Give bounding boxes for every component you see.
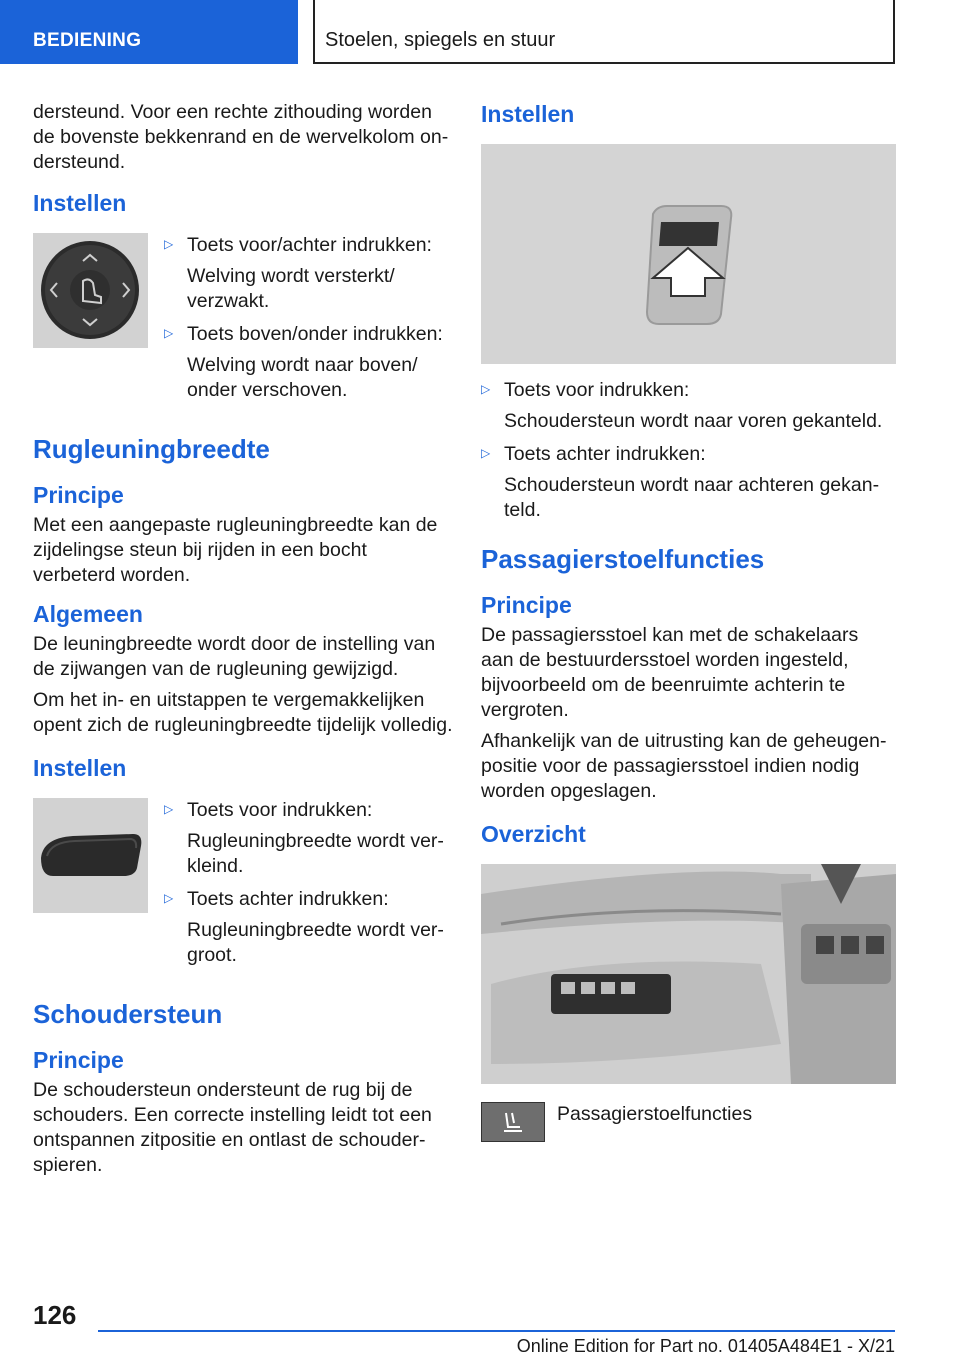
section-passagierstoelfuncties-title: Passagierstoelfuncties [481,544,765,574]
header-section-tab [0,0,298,64]
shoulder-switch-illustration [481,144,896,364]
footer-edition: Online Edition for Part no. 01405A484E1 - X/21 [516,1336,895,1356]
bullet-triangle-icon: ▷ [164,237,174,251]
header-chapter-box [313,0,895,64]
section-rugleuningbreedte-title: Rugleuningbreedte [33,434,270,464]
intro-paragraph: dersteund. Voor een rechte zithouding worden de bovenste bekkenrand en de wervelkolom ondersteund. [33,101,449,173]
rugleuning-algemeen-text-2: Om het in- en uitstappen te vergemakkelijken opent zich de rugleuningbreedte tijdelijk volledig. [33,689,453,736]
bullet-triangle-icon: ▷ [481,382,491,396]
right-column [481,100,896,1142]
passagier-overzicht-title: Overzicht [481,821,586,847]
rugleuning-algemeen-title: Algemeen [33,601,143,627]
page-number: 126 [33,1300,77,1330]
legend-row [481,1102,896,1142]
schoudersteun-instellen-list [481,378,896,523]
width-switch-illustration [33,798,148,913]
rugleuning-principe-title: Principe [33,482,124,508]
list-item: ▷ Toets voor indrukken: Rugleuningbreedte wordt verkleind. [164,799,444,877]
list-item: ▷ Toets boven/onder indrukken: Welving wordt naar boven/ onder verschoven. [164,323,443,401]
passagier-principe-text-2: Afhankelijk van de uitrusting kan de geheugenpositie voor de passagiersstoel indien nodig worden opgeslagen. [481,730,887,802]
schoudersteun-instellen-title: Instellen [481,101,575,127]
header-chapter-label: Stoelen, spiegels en stuur [325,29,556,51]
lumbar-switch-illustration [33,233,148,348]
bullet-triangle-icon: ▷ [481,446,491,460]
list-item: ▷ Toets voor/achter indrukken: Welving wordt versterkt/ verzwakt. [164,234,432,312]
header-section-label: BEDIENING [33,30,142,51]
seat-function-icon [481,1102,545,1142]
shoulder-switch-icon [481,144,896,364]
passagier-principe-title: Principe [481,592,572,618]
bullet-triangle-icon: ▷ [164,891,174,905]
list-item: ▷ Toets achter indrukken: Rugleuningbreedte wordt vergroot. [164,888,444,966]
instellen-width-list [148,798,453,976]
door-panel-icon [481,864,896,1084]
schoudersteun-principe-title: Principe [33,1047,124,1073]
legend-label: Passagierstoelfuncties [557,1103,753,1125]
list-item: ▷ Toets voor indrukken: Schoudersteun wordt naar voren gekanteld. [481,379,883,432]
door-panel-illustration [481,864,896,1084]
bullet-triangle-icon: ▷ [164,326,174,340]
lumbar-control-icon [33,233,148,348]
instellen-width-block [33,798,453,976]
width-switch-icon [33,798,148,913]
rugleuning-instellen-title: Instellen [33,755,127,781]
seat-icon [482,1103,544,1141]
instellen-lumbar-block [33,233,453,411]
left-column [33,100,453,1188]
instellen-lumbar-list [148,233,453,411]
rugleuning-algemeen-text-1: De leuningbreedte wordt door de instelling van de zijwangen van de rugleuning gewijzigd. [33,633,436,680]
footer-divider [98,1330,895,1332]
schoudersteun-principe-text: De schoudersteun ondersteunt de rug bij de schouders. Een correcte instelling leidt tot een ontspannen zitpositie en ontlast de schouderspieren. [33,1079,432,1176]
rugleuning-principe-text: Met een aangepaste rugleuningbreedte kan de zijdelingse steun bij rijden in een bocht verbeterd worden. [33,514,438,586]
section-schoudersteun-title: Schoudersteun [33,999,223,1029]
section-instellen-title: Instellen [33,190,127,216]
list-item: ▷ Toets achter indrukken: Schoudersteun wordt naar achteren gekanteld. [481,443,880,521]
bullet-triangle-icon: ▷ [164,802,174,816]
passagier-principe-text-1: De passagiersstoel kan met de schakelaars aan de bestuurdersstoel worden ingesteld, bijvoorbeeld om de beenruimte achterin te vergroten. [481,624,859,721]
